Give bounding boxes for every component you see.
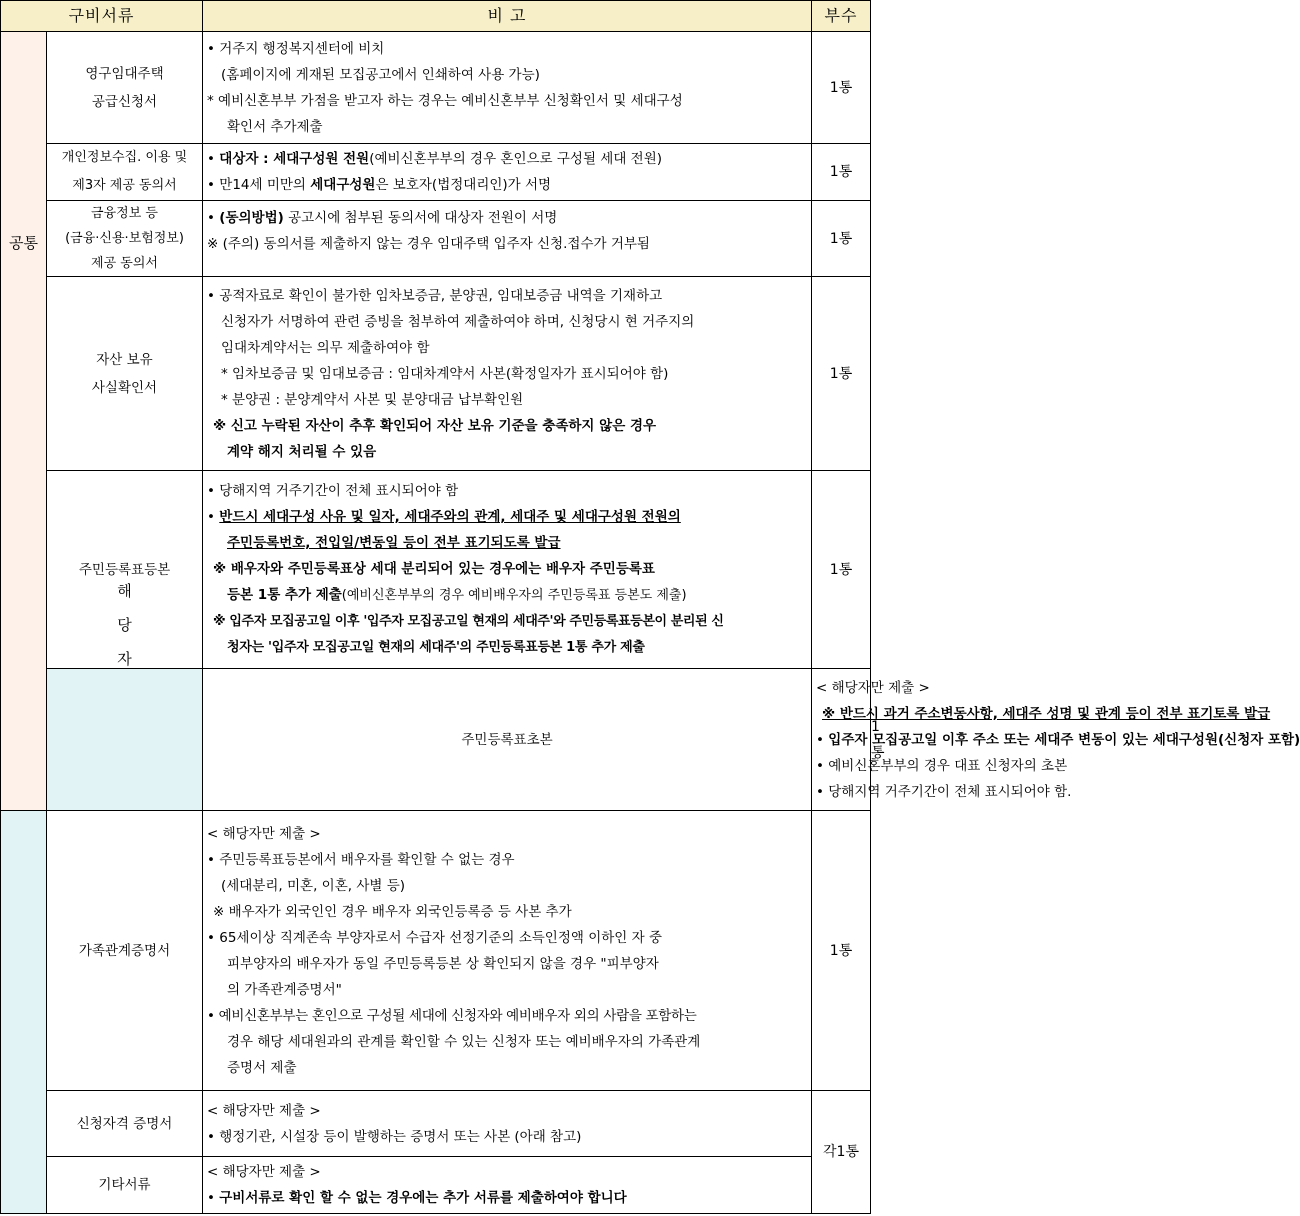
header-note: 비 고 [203, 1, 812, 32]
group-common [1, 32, 47, 811]
note-bold: 반드시 세대구성 사유 및 일자, 세대주와의 관계, 세대주 및 세대구성원 전원의 [219, 509, 681, 525]
doc-name-line: 기타서류 [98, 1177, 151, 1193]
note-line: • 예비신혼부부는 혼인으로 구성될 세대에 신청자와 예비배우자 외의 사람을 포함하는 [207, 1007, 697, 1024]
doc-name-line: 가족관계증명서 [78, 942, 171, 959]
note-text: 공고시에 첨부된 동의서에 대상자 전원이 서명 [283, 210, 558, 226]
note-line: (홈페이지에 게재된 모집공고에서 인쇄하여 사용 가능) [221, 66, 540, 83]
note-bold: 입주자 모집공고일 이후 주소 또는 세대주 변동이 있는 세대구성원(신청자 포함) [828, 731, 1300, 748]
note-line [816, 701, 1271, 727]
count-cell: 1통 [812, 144, 871, 201]
note-text: (예비신혼부부의 경우 혼인으로 구성될 세대 전원) [369, 151, 663, 167]
note-line: * 임차보증금 및 임대보증금 : 임대차계약서 사본(확정일자가 표시되어야 함) [221, 365, 669, 382]
note-bold: (동의방법) [219, 210, 284, 226]
table-row [1, 144, 871, 201]
doc-name-cell [47, 32, 203, 144]
note-line: 의 가족관계증명서" [227, 981, 342, 998]
doc-name-line: 주민등록표초본 [461, 731, 553, 748]
count-cell: 1통 [812, 277, 871, 471]
document-requirements-table-cont [0, 810, 871, 1214]
note-text: 만14세 미만의 [219, 177, 311, 193]
count-cell: 1통 [812, 811, 871, 1091]
note-line: • 구비서류로 확인 할 수 없는 경우에는 추가 서류를 제출하여야 합니다 [207, 1190, 627, 1206]
note-line: • 거주지 행정복지센터에 비치 [207, 40, 385, 57]
count-cell: 각1통 [812, 1091, 871, 1214]
note-cell [203, 32, 812, 144]
doc-name-cell [47, 1157, 203, 1214]
note-line: ※ 배우자와 주민등록표상 세대 분리되어 있는 경우에는 배우자 주민등록표 [213, 561, 655, 577]
group-applicable-char: 해 [117, 581, 132, 600]
note-line: 청자는 '입주자 모집공고일 현재의 세대주'의 주민등록표등본 1통 추가 제출 [227, 640, 645, 655]
note-bold: ※ 반드시 과거 주소변동사항, 세대주 성명 및 관계 등이 전부 표기토록 발급 [822, 705, 1271, 722]
doc-name-cell [47, 201, 203, 277]
note-line: 계약 해지 처리될 수 있음 [227, 443, 377, 460]
note-line: < 해당자만 제출 > [207, 1164, 321, 1180]
note-line [207, 582, 807, 609]
note-line: 신청자가 서명하여 관련 증빙을 첨부하여 제출하여야 하며, 신청당시 현 거주지의 [221, 313, 695, 330]
note-line: 경우 해당 세대원과의 관계를 확인할 수 있는 신청자 또는 예비배우자의 가족관계 [227, 1033, 701, 1050]
note-line: • 65세이상 직계존속 부양자로서 수급자 선정기준의 소득인정액 이하인 자 중 [207, 929, 662, 946]
note-line: • 공적자료로 확인이 불가한 임차보증금, 분양권, 임대보증금 내역을 기재하고 [207, 287, 663, 304]
doc-name-cell [47, 277, 203, 471]
note-cell [203, 471, 812, 669]
note-bold: 주민등록번호, 전입일/변동일 등이 전부 표기되도록 발급 [227, 535, 561, 551]
note-line: • (동의방법) 공고시에 첨부된 동의서에 대상자 전원이 서명 [207, 210, 558, 226]
doc-name-line: (금융·신용·보험정보) [65, 230, 184, 246]
table-header-row [1, 1, 871, 32]
group-applicable-cont [1, 811, 47, 1214]
note-line: (세대분리, 미혼, 이혼, 사별 등) [221, 877, 406, 894]
table-row [1, 277, 871, 471]
note-line: • 당해지역 거주기간이 전체 표시되어야 함 [207, 483, 459, 499]
note-line: • 행정기관, 시설장 등이 발행하는 증명서 또는 사본 (아래 참고) [207, 1128, 582, 1145]
table-row [1, 32, 871, 144]
table-row [1, 1091, 871, 1157]
note-text: 은 보호자(법정대리인)가 서명 [375, 177, 552, 193]
note-line: 임대차계약서는 의무 제출하여야 함 [221, 339, 430, 356]
doc-name-line: 개인정보수집. 이용 및 [61, 150, 188, 165]
doc-name-line: 주민등록표등본 [78, 561, 171, 578]
note-line: < 해당자만 제출 > [816, 679, 930, 696]
note-line: ※ 신고 누락된 자산이 추후 확인되어 자산 보유 기준을 충족하지 않은 경우 [213, 417, 657, 434]
doc-name-cell [47, 811, 203, 1091]
doc-name-line: 영구임대주택 [85, 65, 164, 82]
doc-name-line: 제공 동의서 [91, 255, 158, 271]
group-applicable-char: 당 [117, 615, 132, 634]
table-row [1, 201, 871, 277]
note-line: * 분양권 : 분양계약서 사본 및 분양대금 납부확인원 [221, 391, 524, 408]
note-line: ※ (주의) 동의서를 제출하지 않는 경우 임대주택 입주자 신청.접수가 거부됨 [207, 236, 650, 252]
doc-name-cell [47, 144, 203, 201]
note-line: • 입주자 모집공고일 이후 주소 또는 세대주 변동이 있는 세대구성원(신청자 포함) [816, 731, 1300, 748]
count-cell: 1통 [812, 32, 871, 144]
doc-name-line: 신청자격 증명서 [76, 1115, 173, 1132]
note-cell [203, 811, 812, 1091]
doc-name-line: 공급신청서 [91, 93, 158, 110]
note-line: • 주민등록표등본에서 배우자를 확인할 수 없는 경우 [207, 851, 515, 868]
table-row: 해 당 자 주민등록표초본 < 해당자만 제출 > ※ 반드시 과거 주소변동사항, 세대주 성명 및 관계 등이 전부 표기토록 발급 • 입주자 모집공고일 이후 주소 또는 세대주 변동이 있는 세대구성원(신청자 포함) • 예비신혼부부의 경우 대표 신청자의 초본 • 당해지역 거주기간이 전체 표시되어야 함. 1통 [1, 669, 871, 811]
group-applicable [47, 581, 203, 811]
count-cell: 1통 [812, 201, 871, 277]
note-line: < 해당자만 제출 > [207, 1102, 321, 1119]
doc-name-line: 사실확인서 [91, 379, 158, 396]
note-line: • 반드시 세대구성 사유 및 일자, 세대주와의 관계, 세대주 및 세대구성원 전원의 [207, 509, 681, 525]
note-cell [203, 1157, 812, 1214]
note-line: ※ 입주자 모집공고일 이후 '입주자 모집공고일 현재의 세대주'와 주민등록표등본이 분리된 신 [213, 614, 724, 629]
note-line: • 대상자 : 세대구성원 전원(예비신혼부부의 경우 혼인으로 구성될 세대 전원) [207, 151, 663, 167]
doc-name-line: 자산 보유 [96, 351, 153, 368]
group-common-label: 공통 [9, 234, 38, 252]
note-cell [203, 201, 812, 277]
note-line [207, 530, 807, 556]
doc-name-cell [203, 669, 812, 811]
note-cell [203, 277, 812, 471]
doc-name-line: 금융정보 등 [91, 205, 158, 221]
count-cell: 1통 [812, 471, 871, 669]
group-applicable-char: 자 [117, 649, 132, 668]
note-line: 확인서 추가제출 [227, 118, 323, 135]
note-line: 피부양자의 배우자가 동일 주민등록등본 상 확인되지 않을 경우 "피부양자 [227, 955, 659, 972]
header-count: 부수 [812, 1, 871, 32]
doc-name-cell [47, 1091, 203, 1157]
doc-name-line: 제3자 제공 동의서 [72, 178, 177, 193]
note-bold: 세대구성원 [310, 177, 376, 193]
note-bold: 등본 1통 추가 제출 [227, 587, 342, 603]
table-row [1, 1157, 871, 1214]
note-line: • 예비신혼부부의 경우 대표 신청자의 초본 [816, 757, 1068, 774]
header-doc: 구비서류 [1, 1, 203, 32]
note-text: (예비신혼부부의 경우 예비배우자의 주민등록표 등본도 제출) [341, 588, 687, 603]
note-line: < 해당자만 제출 > [207, 825, 321, 842]
group-applicable-label [117, 574, 132, 676]
note-line: ※ 배우자가 외국인인 경우 배우자 외국인등록증 등 사본 추가 [213, 903, 572, 920]
note-line: 증명서 제출 [227, 1059, 297, 1076]
note-cell [203, 1091, 812, 1157]
note-bold: 대상자 : 세대구성원 전원 [219, 151, 370, 167]
note-line: * 예비신혼부부 가점을 받고자 하는 경우는 예비신혼부부 신청확인서 및 세대구성 [207, 92, 683, 109]
note-cell [812, 669, 1300, 811]
note-cell [203, 144, 812, 201]
note-line: • 만14세 미만의 세대구성원은 보호자(법정대리인)가 서명 [207, 177, 552, 193]
note-line: • 당해지역 거주기간이 전체 표시되어야 함. [816, 783, 1072, 800]
note-bold: 구비서류로 확인 할 수 없는 경우에는 추가 서류를 제출하여야 합니다 [219, 1190, 627, 1206]
table-row [1, 811, 871, 1091]
